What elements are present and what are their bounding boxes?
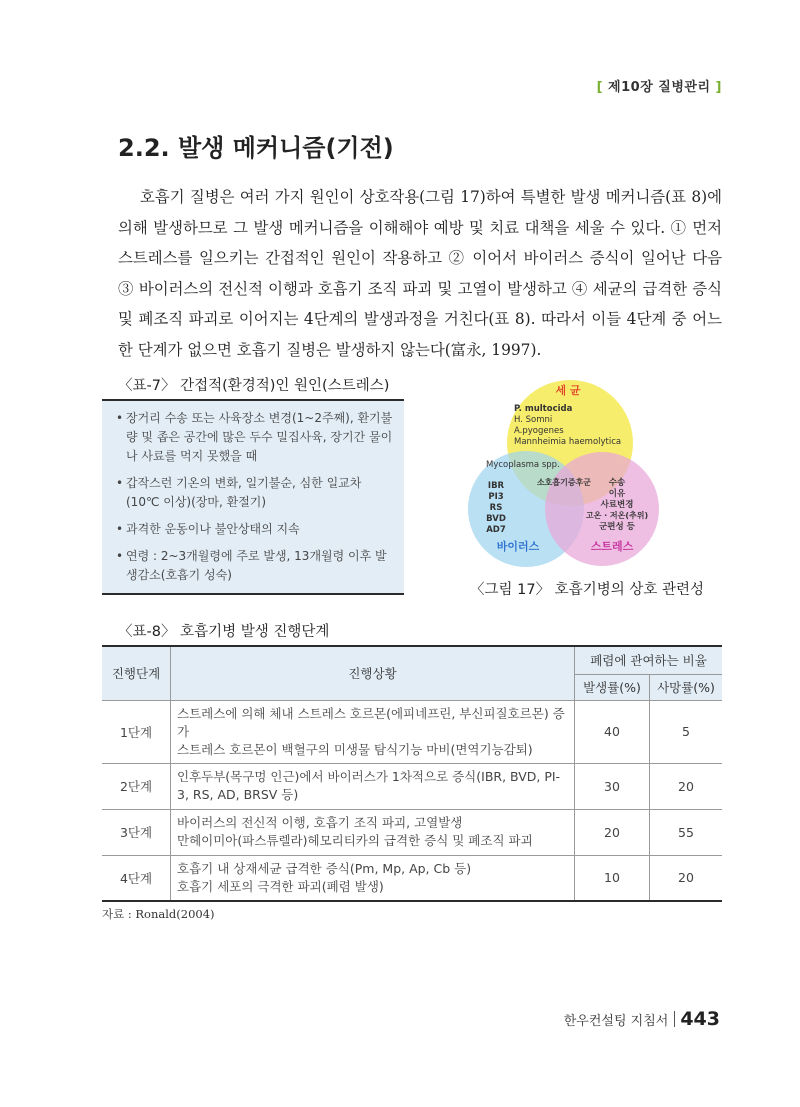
virus-line: BVD [486, 514, 506, 524]
stage-cell: 4단계 [102, 855, 171, 901]
stage-cell: 3단계 [102, 809, 171, 855]
figure17-caption: 〈그림 17〉 호흡기병의 상호 관련성 [470, 582, 704, 598]
header-situation: 진행상황 [171, 646, 575, 700]
situation-line: 만헤이미아(파스튜렐라)헤모리티카의 급격한 증식 및 폐조직 파괴 [177, 833, 533, 848]
stress-line: 수송 [608, 478, 626, 488]
table8-caption: 〈표-8〉 호흡기병 발생 진행단계 [118, 624, 330, 640]
virus-line: PI3 [488, 492, 504, 502]
situation-cell [171, 809, 575, 855]
table-row [102, 855, 722, 901]
header-ratio-group: 폐렴에 관여하는 비율 [575, 646, 723, 674]
header-mortality: 사망률(%) [650, 674, 723, 700]
situation-cell [171, 700, 575, 763]
table7-caption: 〈표-7〉 간접적(환경적)인 원인(스트레스) [118, 378, 390, 394]
situation-cell [171, 763, 575, 809]
situation-line: 호흡기 세포의 극격한 파괴(폐렴 발생) [177, 878, 384, 894]
mortality-cell: 20 [650, 855, 723, 901]
chapter-bracket-close: ] [715, 80, 722, 95]
virus-line: IBR [487, 481, 505, 491]
mortality-cell: 55 [650, 809, 723, 855]
table7-list [116, 409, 394, 585]
situation-line: 인후두부(목구멍 인근)에서 바이러스가 1차적으로 증식(IBR, BVD, PI-3, RS, AD, BRSV 등) [177, 769, 561, 802]
incidence-cell: 40 [575, 700, 650, 763]
table-row [102, 700, 722, 763]
table-row [102, 809, 722, 855]
page-number: 443 [680, 1008, 720, 1030]
table7-item: • 장거리 수송 또는 사육장소 변경(1~2주째), 환기불량 및 좁은 공간에 많은 두수 밀집사육, 장기간 물이나 사료를 먹지 못했을 때 [116, 409, 394, 466]
chapter-title: 제10장 질병관리 [608, 80, 711, 95]
mortality-cell: 20 [650, 763, 723, 809]
incidence-cell: 30 [575, 763, 650, 809]
body-paragraph: 호흡기 질병은 여러 가지 원인이 상호작용(그림 17)하여 특별한 발생 메커니즘(표 8)에 의해 발생하므로 그 발생 메커니즘을 이해해야 예방 및 치료 대책을 세울 수 있다. ① 먼저 스트레스를 일으키는 간접적인 원인이 작용하고 ② 이어서 바이러스 증식이 일어난 다음 ③ 바이러스의 전신적 이행과 호흡기 조직 파괴 및 고열이 발생하고 ④ 세균의 급격한 증식 및 폐조직 파괴로 이어지는 4단계의 발생과정을 거친다(표 8). 따라서 이들 4단계 중 어느 한 단계가 없으면 호흡기 질병은 발생하지 않는다(富永, 1997). [118, 188, 722, 359]
mycoplasma-label: Mycoplasma spp. [486, 460, 560, 470]
table8 [102, 645, 722, 902]
virus-line: RS [489, 503, 503, 513]
situation-line: 바이러스의 전신적 이행, 호흡기 조직 파괴, 고열발생 [177, 815, 463, 830]
incidence-cell: 10 [575, 855, 650, 901]
section-title: 2.2. 발생 메커니즘(기전) [118, 134, 394, 162]
header-incidence: 발생률(%) [575, 674, 650, 700]
stress-line: 사료변경 [600, 500, 634, 510]
stress-line: 고온 · 저온(추위) [585, 511, 649, 520]
table7-item: • 갑작스런 기온의 변화, 일기불순, 심한 일교차(10℃ 이상)(장마, 환절기) [116, 474, 394, 512]
situation-cell [171, 855, 575, 901]
bacteria-line: P. multocida [514, 404, 573, 414]
incidence-cell: 20 [575, 809, 650, 855]
book-title: 한우컨설팅 지침서 [563, 1013, 669, 1029]
footer-divider [674, 1011, 675, 1027]
mortality-cell: 5 [650, 700, 723, 763]
stress-line: 군편성 등 [599, 522, 635, 532]
stage-cell: 2단계 [102, 763, 171, 809]
table7-box [102, 399, 404, 595]
bacteria-title: 세 균 [555, 384, 581, 397]
complex-label: 소호흡기증후군 [536, 478, 592, 487]
stress-title: 스트레스 [590, 540, 634, 553]
page-footer [564, 1008, 720, 1030]
situation-line: 호흡기 내 상재세균 급격한 증식(Pm, Mp, Ap, Cb 등) [177, 860, 472, 876]
header-stage: 진행단계 [102, 646, 171, 700]
table7-item: • 연령 : 2~3개월령에 주로 발생, 13개월령 이후 발생감소(호흡기 성숙) [116, 547, 394, 585]
chapter-bracket-open: [ [596, 80, 604, 95]
situation-line: 스트레스 호르몬이 백혈구의 미생물 탐식기능 마비(면역기능감퇴) [177, 741, 533, 757]
bacteria-line: H. Somni [514, 415, 553, 425]
stage-cell: 1단계 [102, 700, 171, 763]
chapter-tag [597, 76, 722, 95]
virus-line: AD7 [486, 525, 506, 535]
situation-line: 스트레스에 의해 체내 스트레스 호르몬(에피네프린, 부신피질호르몬) 증가 [177, 705, 565, 739]
virus-title: 바이러스 [496, 540, 540, 553]
table8-source: 자료 : Ronald(2004) [102, 907, 215, 921]
table7-item: • 과격한 운동이나 불안상태의 지속 [116, 520, 394, 539]
venn-diagram [456, 378, 676, 568]
bacteria-line: A.pyogenes [514, 426, 564, 436]
table-row [102, 763, 722, 809]
stress-line: 이유 [608, 489, 626, 499]
bacteria-line: Mannheimia haemolytica [514, 437, 622, 447]
